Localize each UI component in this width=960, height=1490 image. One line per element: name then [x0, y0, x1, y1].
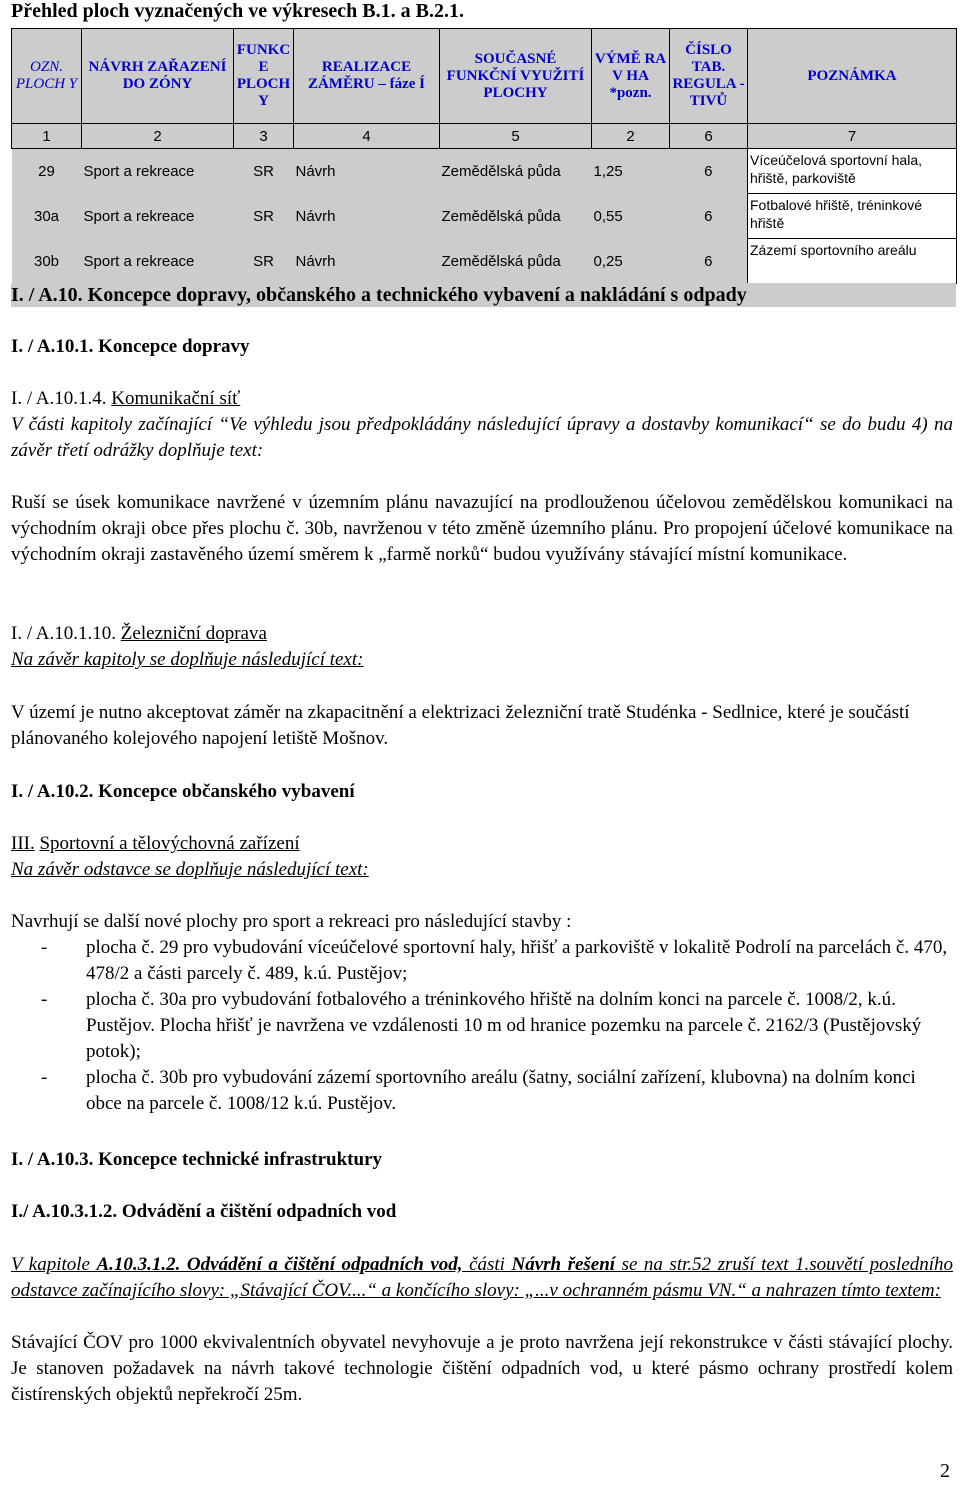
paragraph-sport-intro: Na závěr odstavce se doplňuje následující text:	[11, 859, 369, 880]
section-heading-bar: I. / A.10. Koncepce dopravy, občanského a technického vybavení a nakládání s odpady	[11, 283, 956, 307]
paragraph-odvad-intro	[11, 1252, 953, 1304]
header-cell: SOUČASNÉ FUNKČNÍ VYUŽITÍ PLOCHY	[440, 29, 592, 124]
paragraph-zel-intro: Na závěr kapitoly se doplňuje následující text:	[11, 649, 364, 670]
number-cell: 3	[234, 124, 294, 149]
number-cell: 1	[12, 124, 82, 149]
cell-phase: Návrh	[294, 194, 440, 239]
text-part: Návrh řešení	[511, 1254, 616, 1275]
cell-note: Fotbalové hřiště, tréninkové hřiště	[748, 194, 957, 239]
list-item-text: plocha č. 30a pro vybudování fotbalového a tréninkového hřiště na dolním konci na parcele č. 1008/2, k.ú. Pustějov. Plocha hřišť je navržena ve vzdálenosti 10 m od hranice pozemku na parcele č. 2162/3 (Pustějovský potok);	[86, 989, 922, 1062]
number-cell: 7	[748, 124, 957, 149]
table-number-row	[12, 124, 957, 149]
list-item	[11, 987, 953, 1065]
heading-komunikacni-sit	[11, 386, 953, 412]
number-cell: 4	[294, 124, 440, 149]
cell-tab: 6	[670, 194, 748, 239]
cell-func: SR	[234, 149, 294, 194]
heading-label: Železniční doprava	[120, 623, 267, 644]
heading-label: Sportovní a tělovýchovná zařízení	[39, 833, 300, 854]
list-item	[11, 935, 953, 987]
cell-id: 30a	[12, 194, 82, 239]
paragraph-sit-body: Ruší se úsek komunikace navržené v územním plánu navazující na prodlouženou účelovou zemědělskou komunikaci na východním okraji obce přes plochu č. 30b, navrženou v této změně územního plánu. Pro propojení účelové komunikace na východním okraji zastavěného území směrem k „farmě norků“ budou využívány stávající místní komunikace.	[11, 492, 953, 565]
table-header-row	[12, 29, 957, 124]
list-item	[11, 1065, 953, 1117]
list-dash: -	[41, 1067, 48, 1088]
heading-number: III.	[11, 833, 35, 854]
header-cell: NÁVRH ZAŘAZENÍ DO ZÓNY	[82, 29, 234, 124]
areas-table	[11, 28, 957, 284]
cell-id: 29	[12, 149, 82, 194]
table-row	[12, 194, 957, 239]
page-title: Přehled ploch vyznačených ve výkresech B.1. a B.2.1.	[11, 0, 464, 22]
cell-tab: 6	[670, 239, 748, 284]
cell-tab: 6	[670, 149, 748, 194]
paragraph-sport-lead: Navrhují se další nové plochy pro sport a rekreaci pro následující stavby :	[11, 911, 572, 932]
heading-obcanske: I. / A.10.2. Koncepce občanského vybavení	[11, 781, 355, 802]
heading-label: Komunikační síť	[111, 388, 241, 409]
cell-id: 30b	[12, 239, 82, 284]
cell-zone: Sport a rekreace	[82, 149, 234, 194]
cell-phase: Návrh	[294, 149, 440, 194]
header-cell: POZNÁMKA	[748, 29, 957, 124]
header-cell: VÝMĚ RA V HA *pozn.	[592, 29, 670, 124]
cell-current: Zemědělská půda	[440, 149, 592, 194]
cell-phase: Návrh	[294, 239, 440, 284]
number-cell: 5	[440, 124, 592, 149]
list-item-text: plocha č. 30b pro vybudování zázemí sportovního areálu (šatny, sociální zařízení, klubovna) na dolním konci obce na parcele č. 1008/12 k.ú. Pustějov.	[86, 1067, 916, 1114]
cell-zone: Sport a rekreace	[82, 194, 234, 239]
number-cell: 2	[592, 124, 670, 149]
number-cell: 6	[670, 124, 748, 149]
list-dash: -	[41, 989, 48, 1010]
cell-area: 0,55	[592, 194, 670, 239]
list-dash: -	[41, 937, 48, 958]
header-cell: ČÍSLO TAB. REGULA -TIVŮ	[670, 29, 748, 124]
cell-current: Zemědělská půda	[440, 194, 592, 239]
cell-note: Zázemí sportovního areálu	[748, 239, 957, 284]
heading-zeleznicni	[11, 621, 953, 647]
cell-zone: Sport a rekreace	[82, 239, 234, 284]
text-part: se na str.52 zruší text 1.souvětí posledního odstavce začínajícího slovy: „Stávající ČOV....“ a končícího slovy: „...v ochranném pásmu VN.“ a nahrazen tímto textem:	[11, 1254, 953, 1301]
paragraph-odvad-body: Stávající ČOV pro 1000 ekvivalentních obyvatel nevyhovuje a je proto navržena její rekonstrukce v části stávající plochy. Je stanoven požadavek na návrh takové technologie čištění odpadních vod, u které pásmo ochrany prostředí kolem čistírenských objektů nepřekročí 25m.	[11, 1332, 953, 1405]
header-cell: FUNKC E PLOCH Y	[234, 29, 294, 124]
text-part: A.10.3.1.2. Odvádění a čištění odpadních vod,	[96, 1254, 463, 1275]
header-cell: OZN. PLOCH Y	[12, 29, 82, 124]
heading-odvadeni: I./ A.10.3.1.2. Odvádění a čištění odpadních vod	[11, 1201, 397, 1222]
paragraph-zel-body: V území je nutno akceptovat záměr na zkapacitnění a elektrizaci železniční tratě Studénka - Sedlnice, které je součástí plánovaného kolejového napojení letiště Mošnov.	[11, 702, 910, 749]
heading-doprava: I. / A.10.1. Koncepce dopravy	[11, 336, 250, 357]
cell-func: SR	[234, 239, 294, 284]
cell-area: 1,25	[592, 149, 670, 194]
cell-note: Víceúčelová sportovní hala, hřiště, parkoviště	[748, 149, 957, 194]
heading-number: I. / A.10.1.4.	[11, 388, 107, 409]
cell-func: SR	[234, 194, 294, 239]
heading-sport	[11, 831, 953, 857]
sport-list	[11, 935, 953, 1117]
cell-area: 0,25	[592, 239, 670, 284]
text-part: části	[462, 1254, 512, 1275]
header-cell: REALIZACE ZÁMĚRU – fáze Í	[294, 29, 440, 124]
number-cell: 2	[82, 124, 234, 149]
list-item-text: plocha č. 29 pro vybudování víceúčelové sportovní haly, hřišť a parkoviště v lokalitě Podrolí na parcelách č. 470, 478/2 a části parcely č. 489, k.ú. Pustějov;	[86, 937, 948, 984]
table-row	[12, 239, 957, 284]
cell-current: Zemědělská půda	[440, 239, 592, 284]
page-number: 2	[940, 1460, 950, 1482]
heading-technicke: I. / A.10.3. Koncepce technické infrastruktury	[11, 1149, 383, 1170]
table-row	[12, 149, 957, 194]
text-part: V kapitole	[11, 1254, 97, 1275]
heading-number: I. / A.10.1.10.	[11, 623, 117, 644]
paragraph-sit-intro: V části kapitoly začínající “Ve výhledu jsou předpokládány následující úpravy a dostavby komunikací“ se do budu 4) na závěr třetí odrážky doplňuje text:	[11, 414, 953, 461]
